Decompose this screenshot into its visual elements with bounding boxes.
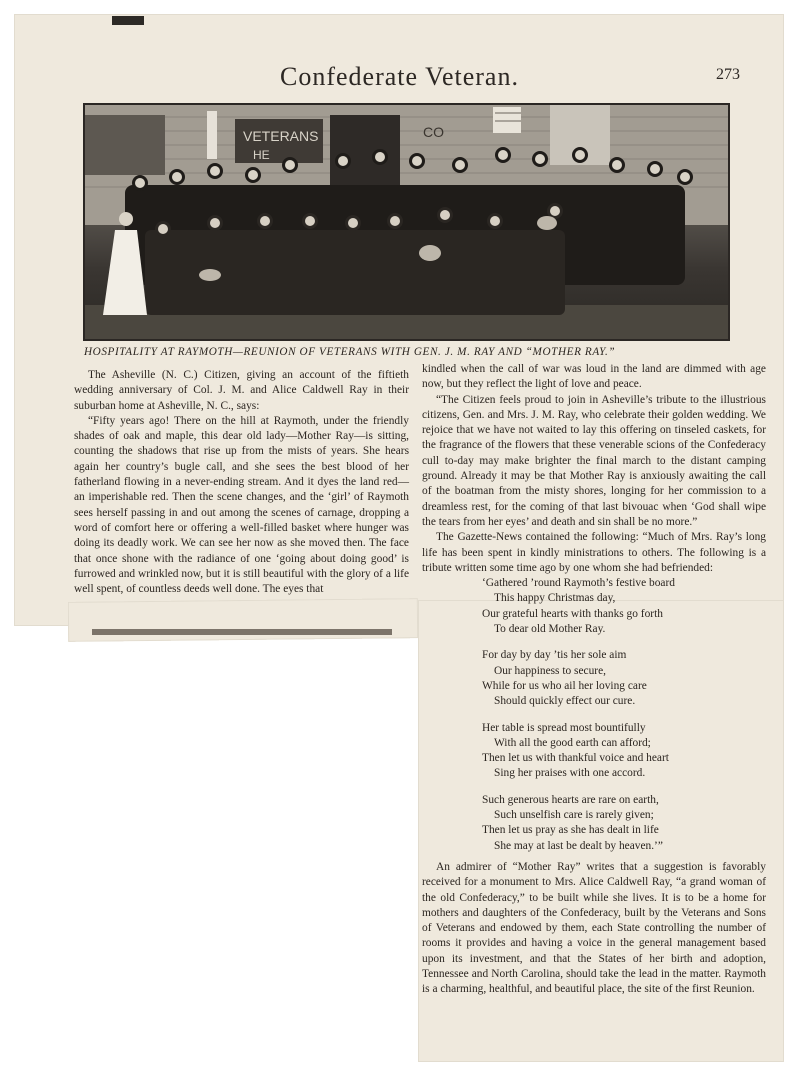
poem-line: Such unselfish care is rarely given;	[494, 809, 654, 822]
poem-line: She may at last be dealt by heaven.’”	[494, 839, 663, 852]
poem-stanza	[482, 576, 766, 637]
poem-line: Should quickly effect our cure.	[494, 695, 636, 708]
reunion-photograph	[83, 103, 730, 341]
wall-lettering: CO	[423, 124, 444, 140]
poem-line: ‘Gathered ’round Raymoth’s festive board	[482, 577, 675, 590]
poem-line: Then let us pray as she has dealt in life	[482, 824, 659, 837]
poem-line: This happy Christmas day,	[494, 592, 616, 605]
page-number: 273	[716, 66, 740, 83]
clipping-torn-edge	[68, 598, 418, 642]
poem-line: With all the good earth can afford;	[494, 736, 651, 749]
poem-stanza	[482, 721, 766, 782]
poem-line: Our grateful hearts with thanks go forth	[482, 607, 663, 620]
poem	[482, 576, 766, 854]
tree-left	[85, 115, 165, 175]
doorway	[330, 115, 400, 185]
paragraph: The Asheville (N. C.) Citizen, giving an account of the fiftieth wedding anniversary of Col. J. M. and Alice Caldwell Ray in their suburban home at Asheville, N. C., says:	[74, 369, 409, 412]
right-column	[422, 362, 766, 998]
paragraph: “The Citizen feels proud to join in Asheville’s tribute to the illustrious citizens, Gen. and Mrs. J. M. Ray, who celebrate their golden wedding. We rejoice that we have not waited to lay this offering on tinseled caskets, for the fragrance of the flowers that these venerable scions of the Confederacy cull to-day may make brighter the final march to the distant camping ground. Already it may be that Mother Ray is anxiously awaiting the call of the boatman from the misty shores, longing for her commission to a dreamless rest, for the coming of that last bivouac when ‘God shall wipe the tears from her eyes’ and death and sin shall be no more.”	[422, 393, 766, 528]
poem-stanza	[482, 648, 766, 709]
photo-caption: HOSPITALITY AT RAYMOTH—REUNION OF VETERANS WITH GEN. J. M. RAY AND “MOTHER RAY.”	[84, 346, 616, 358]
poem-line: Such generous hearts are rare on earth,	[482, 793, 659, 806]
poem-line: To dear old Mother Ray.	[494, 623, 606, 636]
poem-line: Sing her praises with one accord.	[494, 767, 646, 780]
paragraph: An admirer of “Mother Ray” writes that a suggestion is favorably received for a monument to Mrs. Alice Caldwell Ray, “a grand woman of the old Confederacy,” to be built while she lives. It is to be a home for mothers and daughters of the Confederacy, built by the Veterans and Sons of Veterans and endowed by them, each State controlling the number of rooms it provides and having a voice in the general management based upon its investment, and that the States of her birth and adoption, Tennessee and North Carolina, should take the lead in the matter. Raymoth is a charming, healthful, and beautiful place, the site of the first Reunion.	[422, 860, 766, 996]
left-column	[74, 368, 409, 597]
banner-text-2: HE	[253, 148, 270, 162]
poem-line: Her table is spread most bountifully	[482, 721, 646, 734]
photo-scene	[85, 105, 728, 339]
banner-text: VETERANS	[243, 128, 319, 144]
poem-line: Our happiness to secure,	[494, 664, 606, 677]
tape-mark	[112, 16, 144, 25]
poem-line: While for us who ail her loving care	[482, 679, 647, 692]
torn-photo-stub	[92, 629, 392, 635]
paragraph: The Gazette-News contained the following: “Much of Mrs. Ray’s long life has been spent in kindly ministrations to others. The following is a tribute written some time ago by one whom she had befriended:	[422, 531, 766, 574]
page-title: Confederate Veteran.	[280, 62, 519, 91]
poem-line: Then let us with thankful voice and heart	[482, 752, 669, 765]
poem-line: For day by day ’tis her sole aim	[482, 649, 627, 662]
paragraph: kindled when the call of war was loud in the land are dimmed with age now, but they reflect the light of love and peace.	[422, 363, 766, 391]
poem-stanza	[482, 793, 766, 854]
paragraph: “Fifty years ago! There on the hill at Raymoth, under the friendly shades of oak and maple, this dear old lady—Mother Ray—is sitting, counting the shadows that rise up from the mists of years. She hears again her country’s bugle call, and she sees the best blood of her fatherland flowing in a never-ending stream. And it dyes the land red—an imperishable red. Then the scene changes, and the ‘girl’ of Raymoth sees herself passing in and out among the scenes of carnage, dropping a word of comfort here or offering a well-filled basket where hunger was doing its deadly work. We can see her now as she moved then. The face that once shone with the radiance of one ‘going about doing good’ is furrowed and wrinkled now, but it is still beautiful with the glory of a life well spent, of countless deeds well done. The eyes that	[74, 414, 409, 596]
